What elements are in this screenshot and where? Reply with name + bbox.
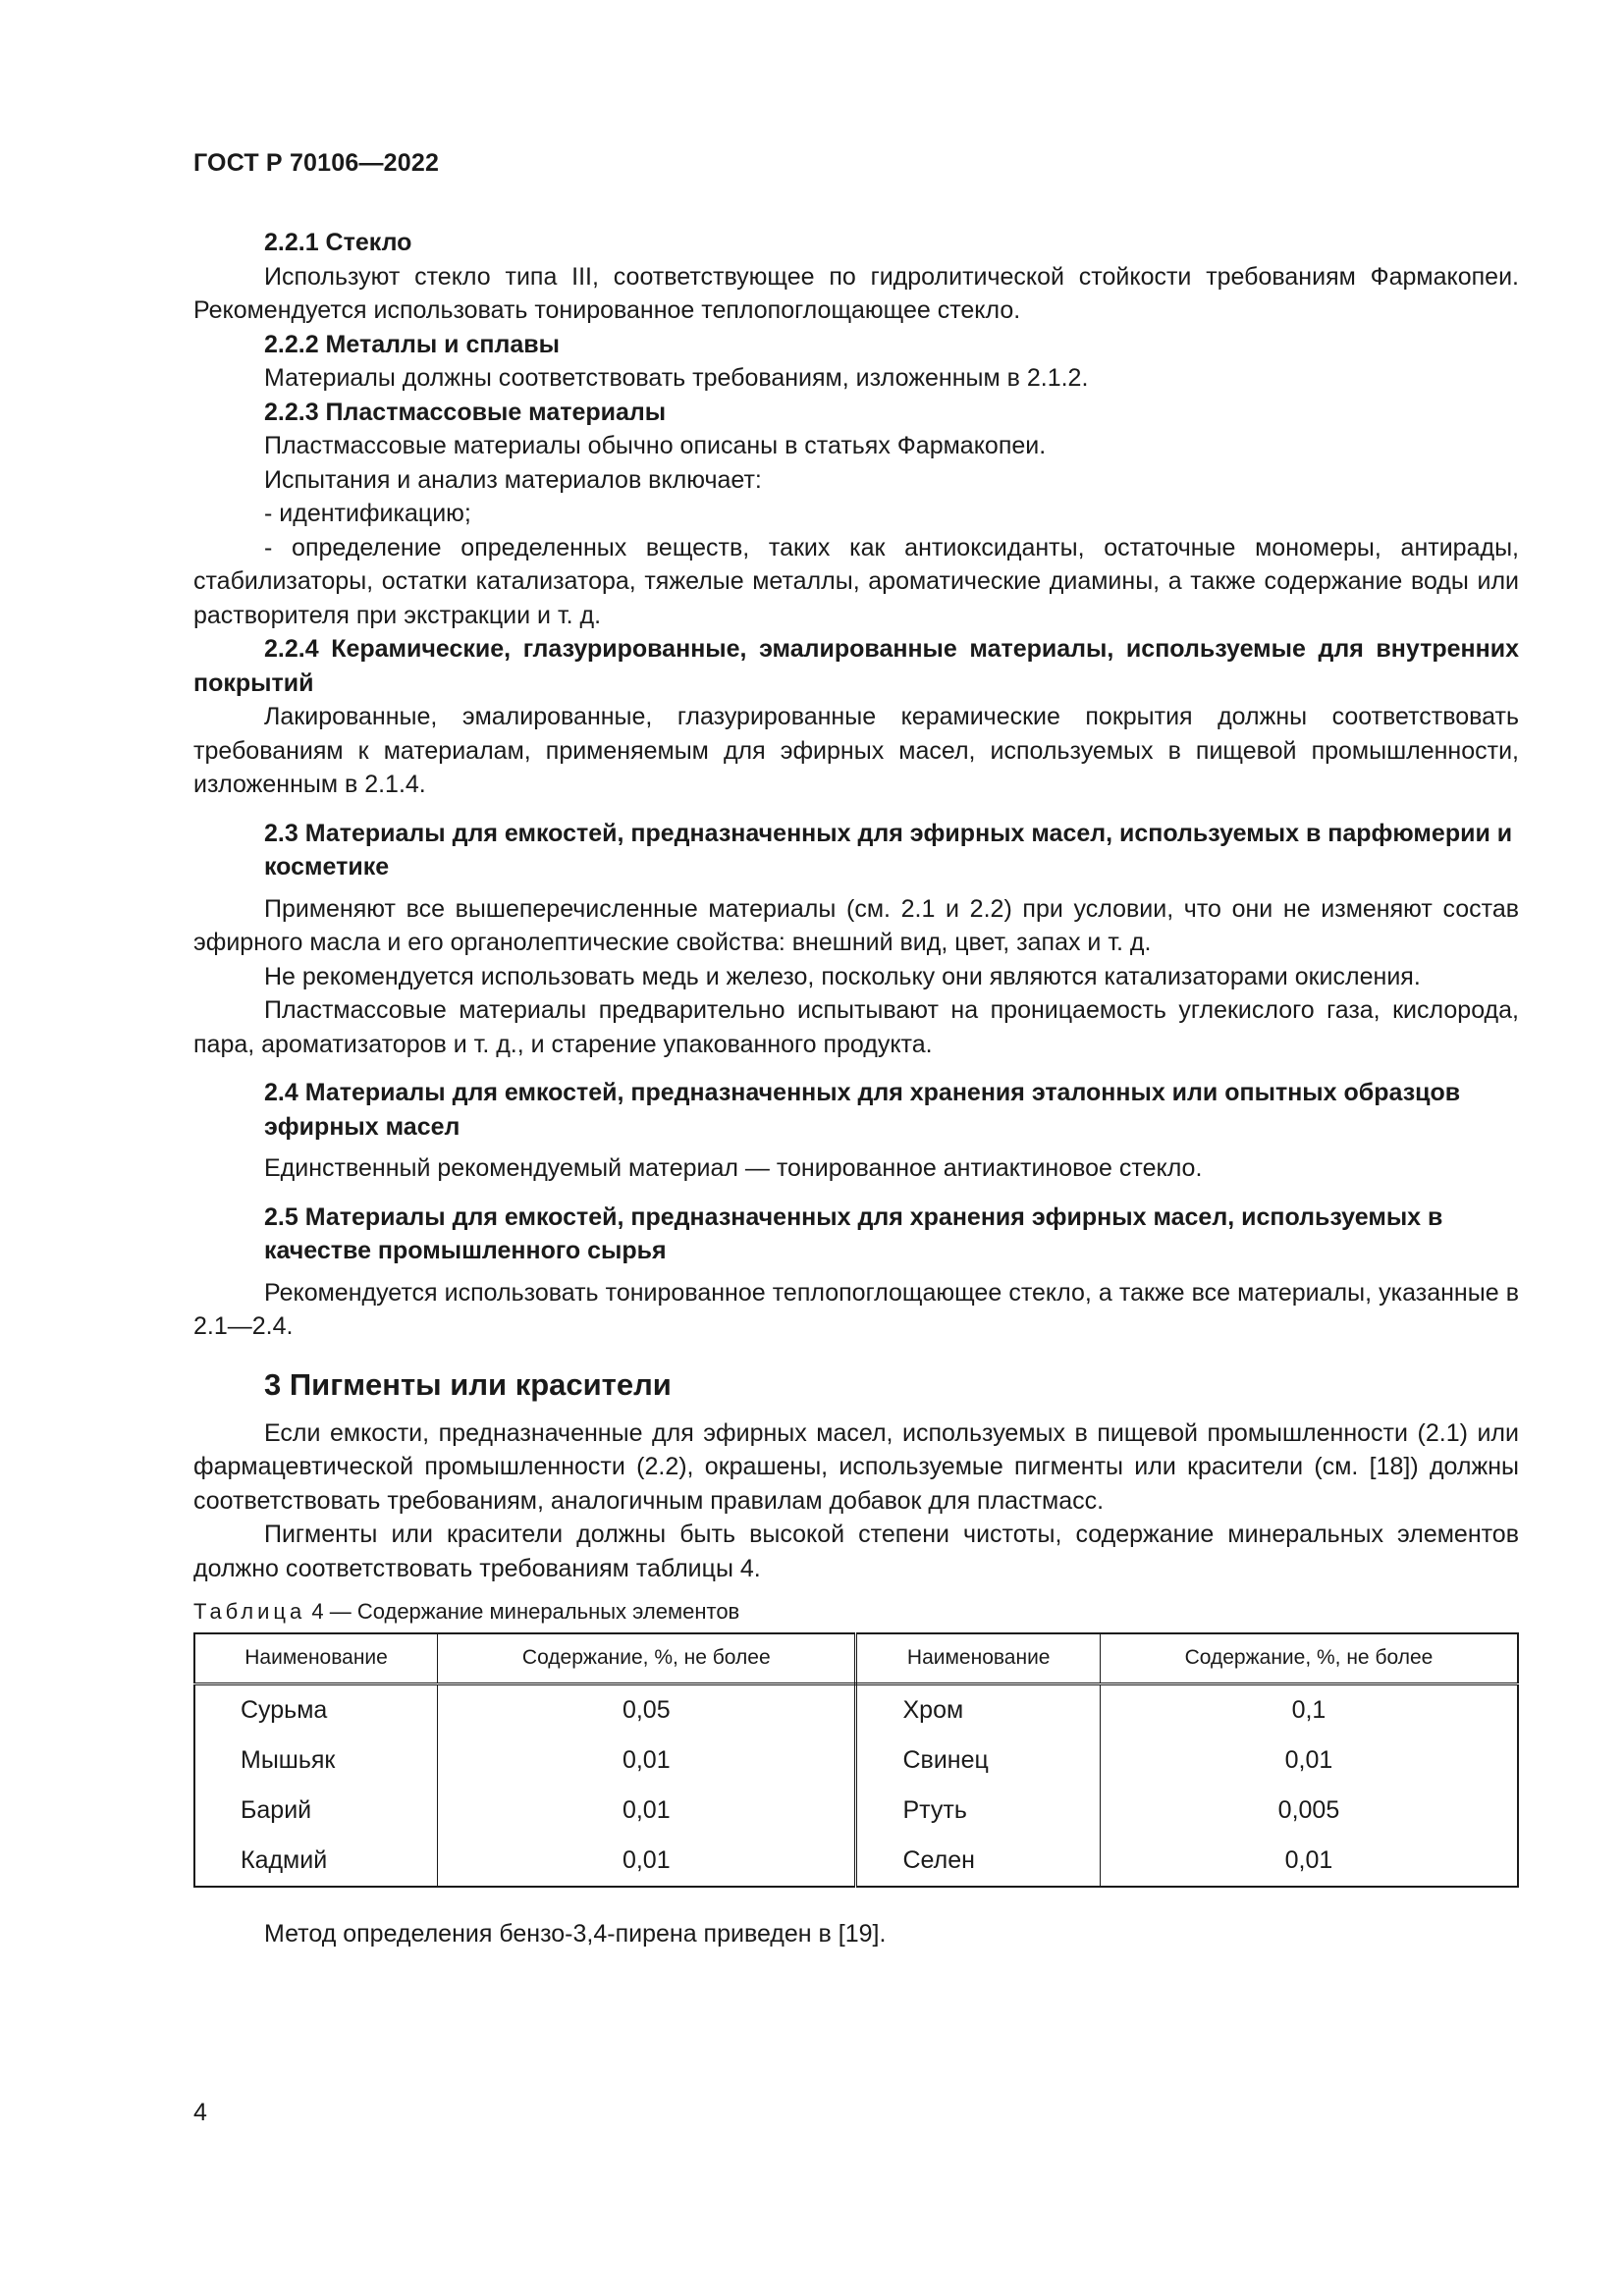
table-header-cell: Содержание, %, не более: [1100, 1633, 1518, 1684]
section-2-2-4-title: 2.2.4 Керамические, глазурированные, эмалированные материалы, используемые для внутренних покрытий: [193, 635, 1519, 697]
element-value: 0,05: [438, 1684, 856, 1736]
paragraph: Пластмассовые материалы предварительно испытывают на проницаемость углекислого газа, кислорода, пара, ароматизаторов и т. д., и старение упакованного продукта.: [193, 996, 1519, 1058]
element-value: 0,01: [438, 1786, 856, 1836]
table-row: [194, 1836, 1518, 1887]
section-2-5-title: 2.5 Материалы для емкостей, предназначенных для хранения эфирных масел, используемых в качестве промышленного сырья: [264, 1202, 1443, 1264]
table-caption-text: 4 — Содержание минеральных элементов: [305, 1599, 740, 1624]
list-item: - определение определенных веществ, таких как антиоксиданты, остаточные мономеры, антирады, стабилизаторы, остатки катализатора, тяжелые металлы, ароматические диамины, а также содержание воды или растворителя при экстракции и т. д.: [193, 533, 1519, 629]
paragraph: Лакированные, эмалированные, глазурированные керамические покрытия должны соответствовать требованиям к материалам, применяемым для эфирных масел, используемых в пищевой промышленности, изложенным в 2.1.4.: [193, 703, 1519, 798]
table-row: [194, 1786, 1518, 1836]
element-value: 0,01: [438, 1836, 856, 1887]
section-2-3-title: 2.3 Материалы для емкостей, предназначенных для эфирных масел, используемых в парфюмерии и косметике: [264, 819, 1513, 881]
paragraph: Не рекомендуется использовать медь и железо, поскольку они являются катализаторами окисления.: [264, 962, 1421, 990]
element-name: Кадмий: [194, 1836, 438, 1887]
element-name: Селен: [856, 1836, 1100, 1887]
section-2-2-2-title: 2.2.2 Металлы и сплавы: [264, 330, 560, 358]
section-2-2-1-title: 2.2.1 Стекло: [264, 229, 412, 256]
paragraph: Единственный рекомендуемый материал — тонированное антиактиновое стекло.: [264, 1154, 1203, 1182]
section-2-2-3-title: 2.2.3 Пластмассовые материалы: [264, 398, 667, 426]
paragraph: Пластмассовые материалы обычно описаны в статьях Фармакопеи.: [264, 432, 1047, 459]
paragraph: Материалы должны соответствовать требованиям, изложенным в 2.1.2.: [264, 364, 1089, 392]
element-value: 0,1: [1100, 1684, 1518, 1736]
page-number: 4: [193, 2099, 207, 2126]
element-name: Свинец: [856, 1735, 1100, 1786]
table-header-cell: Содержание, %, не более: [438, 1633, 856, 1684]
paragraph: Если емкости, предназначенные для эфирных масел, используемых в пищевой промышленности (2.1) или фармацевтической промышленности (2.2), окрашены, используемые пигменты или красители (см. [18]) должны соответствовать требованиям, аналогичным правилам добавок для пластмасс.: [193, 1418, 1519, 1515]
table-caption-word: Таблица: [193, 1599, 306, 1624]
section-2-4-title: 2.4 Материалы для емкостей, предназначенных для хранения эталонных или опытных образцов эфирных масел: [264, 1079, 1461, 1141]
paragraph: Рекомендуется использовать тонированное теплопоглощающее стекло, а также все материалы, указанные в 2.1—2.4.: [193, 1278, 1519, 1340]
element-value: 0,01: [438, 1735, 856, 1786]
section-3-title: 3 Пигменты или красители: [264, 1366, 672, 1402]
element-value: 0,005: [1100, 1786, 1518, 1836]
element-name: Мышьяк: [194, 1735, 438, 1786]
table-header-row: [194, 1633, 1518, 1684]
table-header-cell: Наименование: [194, 1633, 438, 1684]
element-value: 0,01: [1100, 1735, 1518, 1786]
paragraph: Применяют все вышеперечисленные материалы (см. 2.1 и 2.2) при условии, что они не изменяют состав эфирного масла и его органолептические свойства: внешний вид, цвет, запах и т. д.: [193, 894, 1519, 956]
element-value: 0,01: [1100, 1836, 1518, 1887]
paragraph: Испытания и анализ материалов включает:: [264, 465, 762, 494]
table-row: [194, 1735, 1518, 1786]
element-name: Сурьма: [194, 1684, 438, 1736]
paragraph: Метод определения бензо-3,4-пирена приведен в [19].: [264, 1920, 887, 1948]
table-caption: [193, 1597, 1519, 1627]
document-body: [193, 226, 1519, 1951]
element-name: Хром: [856, 1684, 1100, 1736]
table-row: [194, 1684, 1518, 1736]
document-header: ГОСТ Р 70106—2022: [193, 149, 440, 177]
paragraph: Пигменты или красители должны быть высокой степени чистоты, содержание минеральных элементов должно соответствовать требованиям таблицы 4.: [193, 1521, 1519, 1582]
paragraph: Используют стекло типа III, соответствующее по гидролитической стойкости требованиям Фармакопеи. Рекомендуется использовать тонированное теплопоглощающее стекло.: [193, 262, 1519, 324]
table-header-cell: Наименование: [856, 1633, 1100, 1684]
list-item: - идентификацию;: [264, 500, 471, 527]
element-name: Ртуть: [856, 1786, 1100, 1836]
element-name: Барий: [194, 1786, 438, 1836]
table-4: [193, 1632, 1519, 1888]
